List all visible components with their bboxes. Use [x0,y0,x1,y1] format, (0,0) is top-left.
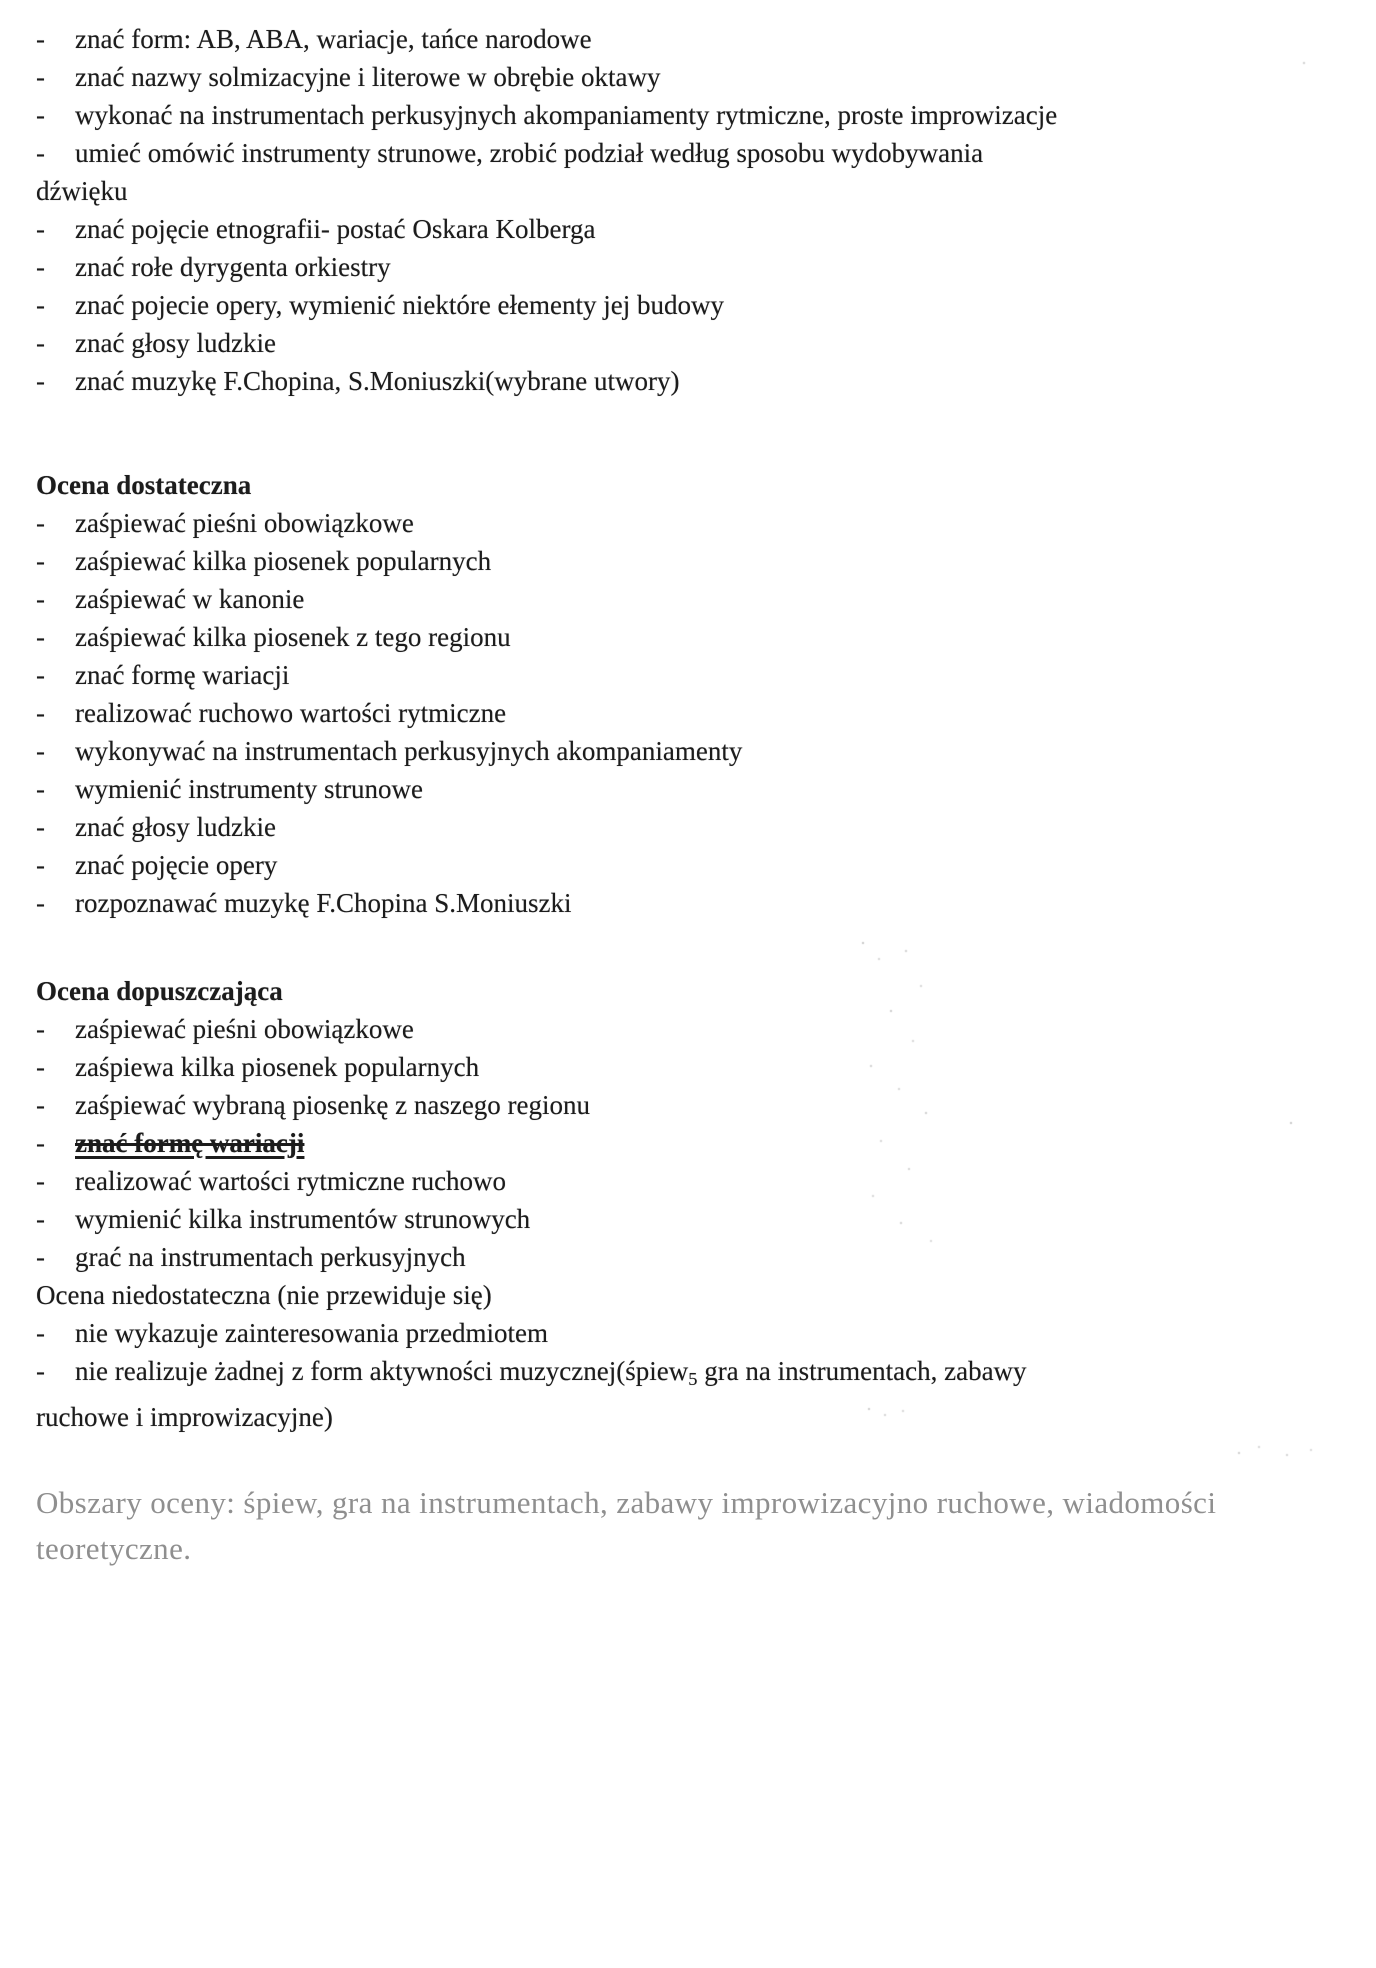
list-item [36,1162,1362,1200]
list-item-text: grać na instrumentach perkusyjnych [75,1242,466,1272]
list-item [36,580,1362,618]
list-item [36,96,1362,134]
list-item [36,770,1362,808]
list-item-text: znać formę wariacji [75,660,290,690]
list-item-text: znać pojęcie etnografii- postać Oskara Kolberga [75,214,596,244]
list-item [36,1200,1362,1238]
list-item-text: realizować ruchowo wartości rytmiczne [75,698,507,728]
list-item-text: umieć omówić instrumenty strunowe, zrobić podział według sposobu wydobywania [75,138,984,168]
list-item-text: znać nazwy solmizacyjne i literowe w obrębie oktawy [75,62,661,92]
list-item [36,248,1362,286]
list-item [36,1238,1362,1276]
bullet-dash: - [36,546,45,576]
list-item-text: wykonać na instrumentach perkusyjnych akompaniamenty rytmiczne, proste improwizacje [75,100,1058,130]
list-item [36,1314,1362,1352]
list-item [36,542,1362,580]
list-item-text: znać muzykę F.Chopina, S.Moniuszki(wybrane utwory) [75,366,680,396]
list-item-text: wykonywać na instrumentach perkusyjnych akompaniamenty [75,736,743,766]
list-item-text: zaśpiewać pieśni obowiązkowe [75,508,414,538]
scan-artifact-speckles [0,0,2,2]
bullet-dash: - [36,62,45,92]
list-item-continuation: dźwięku [36,176,128,206]
list-item-text: znać głosy ludzkie [75,328,276,358]
list-item-text: znać pojecie opery, wymienić niektóre ełementy jej budowy [75,290,725,320]
list-item [36,134,1362,172]
list-item [36,504,1362,542]
bullet-dash: - [36,584,45,614]
list-item [36,1010,1362,1048]
bullet-dash: - [36,290,45,320]
list-item [36,808,1362,846]
bullet-dash: - [36,1014,45,1044]
bullet-dash: - [36,1356,45,1386]
list-item-text: zaśpiewać kilka piosenek popularnych [75,546,492,576]
list-item [36,286,1362,324]
bullet-dash: - [36,1204,45,1234]
section-heading-dopuszczajaca: Ocena dopuszczająca [36,976,283,1006]
list-item [36,846,1362,884]
list-item-text: wymienić kilka instrumentów strunowych [75,1204,531,1234]
list-item-text: zaśpiewać kilka piosenek z tego regionu [75,622,511,652]
list-item [36,732,1362,770]
grade-section-dostateczna [36,466,1362,922]
bullet-dash: - [36,214,45,244]
list-item [36,694,1362,732]
list-item [36,884,1362,922]
bullet-dash: - [36,366,45,396]
bullet-dash: - [36,698,45,728]
bullet-dash: - [36,1166,45,1196]
list-item-text: znać głosy ludzkie [75,812,276,842]
list-item [36,362,1362,400]
list-item-text [75,1352,1027,1398]
grade-section-dopuszczajaca [36,972,1362,1276]
bullet-dash: - [36,1090,45,1120]
grade-section-niedostateczna [36,1276,1362,1436]
bullet-dash: - [36,24,45,54]
bullet-dash: - [36,1052,45,1082]
bullet-dash: - [36,1128,43,1158]
list-item [36,324,1362,362]
list-item-text-pre: nie realizuje żadnej z form aktywności muzycznej(śpiew [75,1356,689,1386]
bullet-dash: - [36,850,45,880]
list-item [36,656,1362,694]
bullet-dash: - [36,774,45,804]
bullet-dash: - [36,736,45,766]
document-content [36,20,1362,1572]
list-item [36,1048,1362,1086]
list-item-text: znać formę wariacji [75,1128,305,1158]
bullet-dash: - [36,138,45,168]
list-item-continuation: ruchowe i improwizacyjne) [36,1402,333,1433]
list-item-text: nie wykazuje zainteresowania przedmiotem [75,1318,549,1348]
bullet-dash: - [36,100,45,130]
list-item [36,58,1362,96]
list-item-text: znać pojęcie opery [75,850,278,880]
requirements-list-top [36,20,1362,400]
list-item-text: wymienić instrumenty strunowe [75,774,423,804]
bullet-dash: - [36,622,45,652]
bullet-dash: - [36,812,45,842]
bullet-dash: - [36,888,45,918]
section-heading-niedostateczna: Ocena niedostateczna (nie przewiduje się) [36,1280,492,1310]
bullet-dash: - [36,328,45,358]
list-item [36,210,1362,248]
bullet-dash: - [36,1318,45,1348]
list-item-text: znać rołe dyrygenta orkiestry [75,252,391,282]
list-item [36,1086,1362,1124]
list-item-text: rozpoznawać muzykę F.Chopina S.Moniuszki [75,888,572,918]
section-heading-dostateczna: Ocena dostateczna [36,470,252,500]
list-item-text-post: gra na instrumentach, zabawy [697,1356,1027,1386]
bullet-dash: - [36,1242,45,1272]
subscript-five: 5 [688,1369,698,1390]
bullet-dash: - [36,252,45,282]
list-item [36,618,1362,656]
list-item-text: realizować wartości rytmiczne ruchowo [75,1166,507,1196]
list-item-text: zaśpiewać pieśni obowiązkowe [75,1014,414,1044]
assessment-areas-note: Obszary oceny: śpiew, gra na instrumentach, zabawy improwizacyjno ruchowe, wiadomości teoretyczne. [36,1485,1217,1567]
list-item-text: zaśpiewać w kanonie [75,584,305,614]
list-item [36,1352,1362,1398]
list-item-text: zaśpiewa kilka piosenek popularnych [75,1052,480,1082]
list-item-struck-out [36,1124,1362,1162]
list-item-text: zaśpiewać wybraną piosenkę z naszego regionu [75,1090,591,1120]
bullet-dash: - [36,660,45,690]
list-item-text: znać form: AB, ABA, wariacje, tańce narodowe [75,24,592,54]
list-item [36,20,1362,58]
bullet-dash: - [36,508,45,538]
